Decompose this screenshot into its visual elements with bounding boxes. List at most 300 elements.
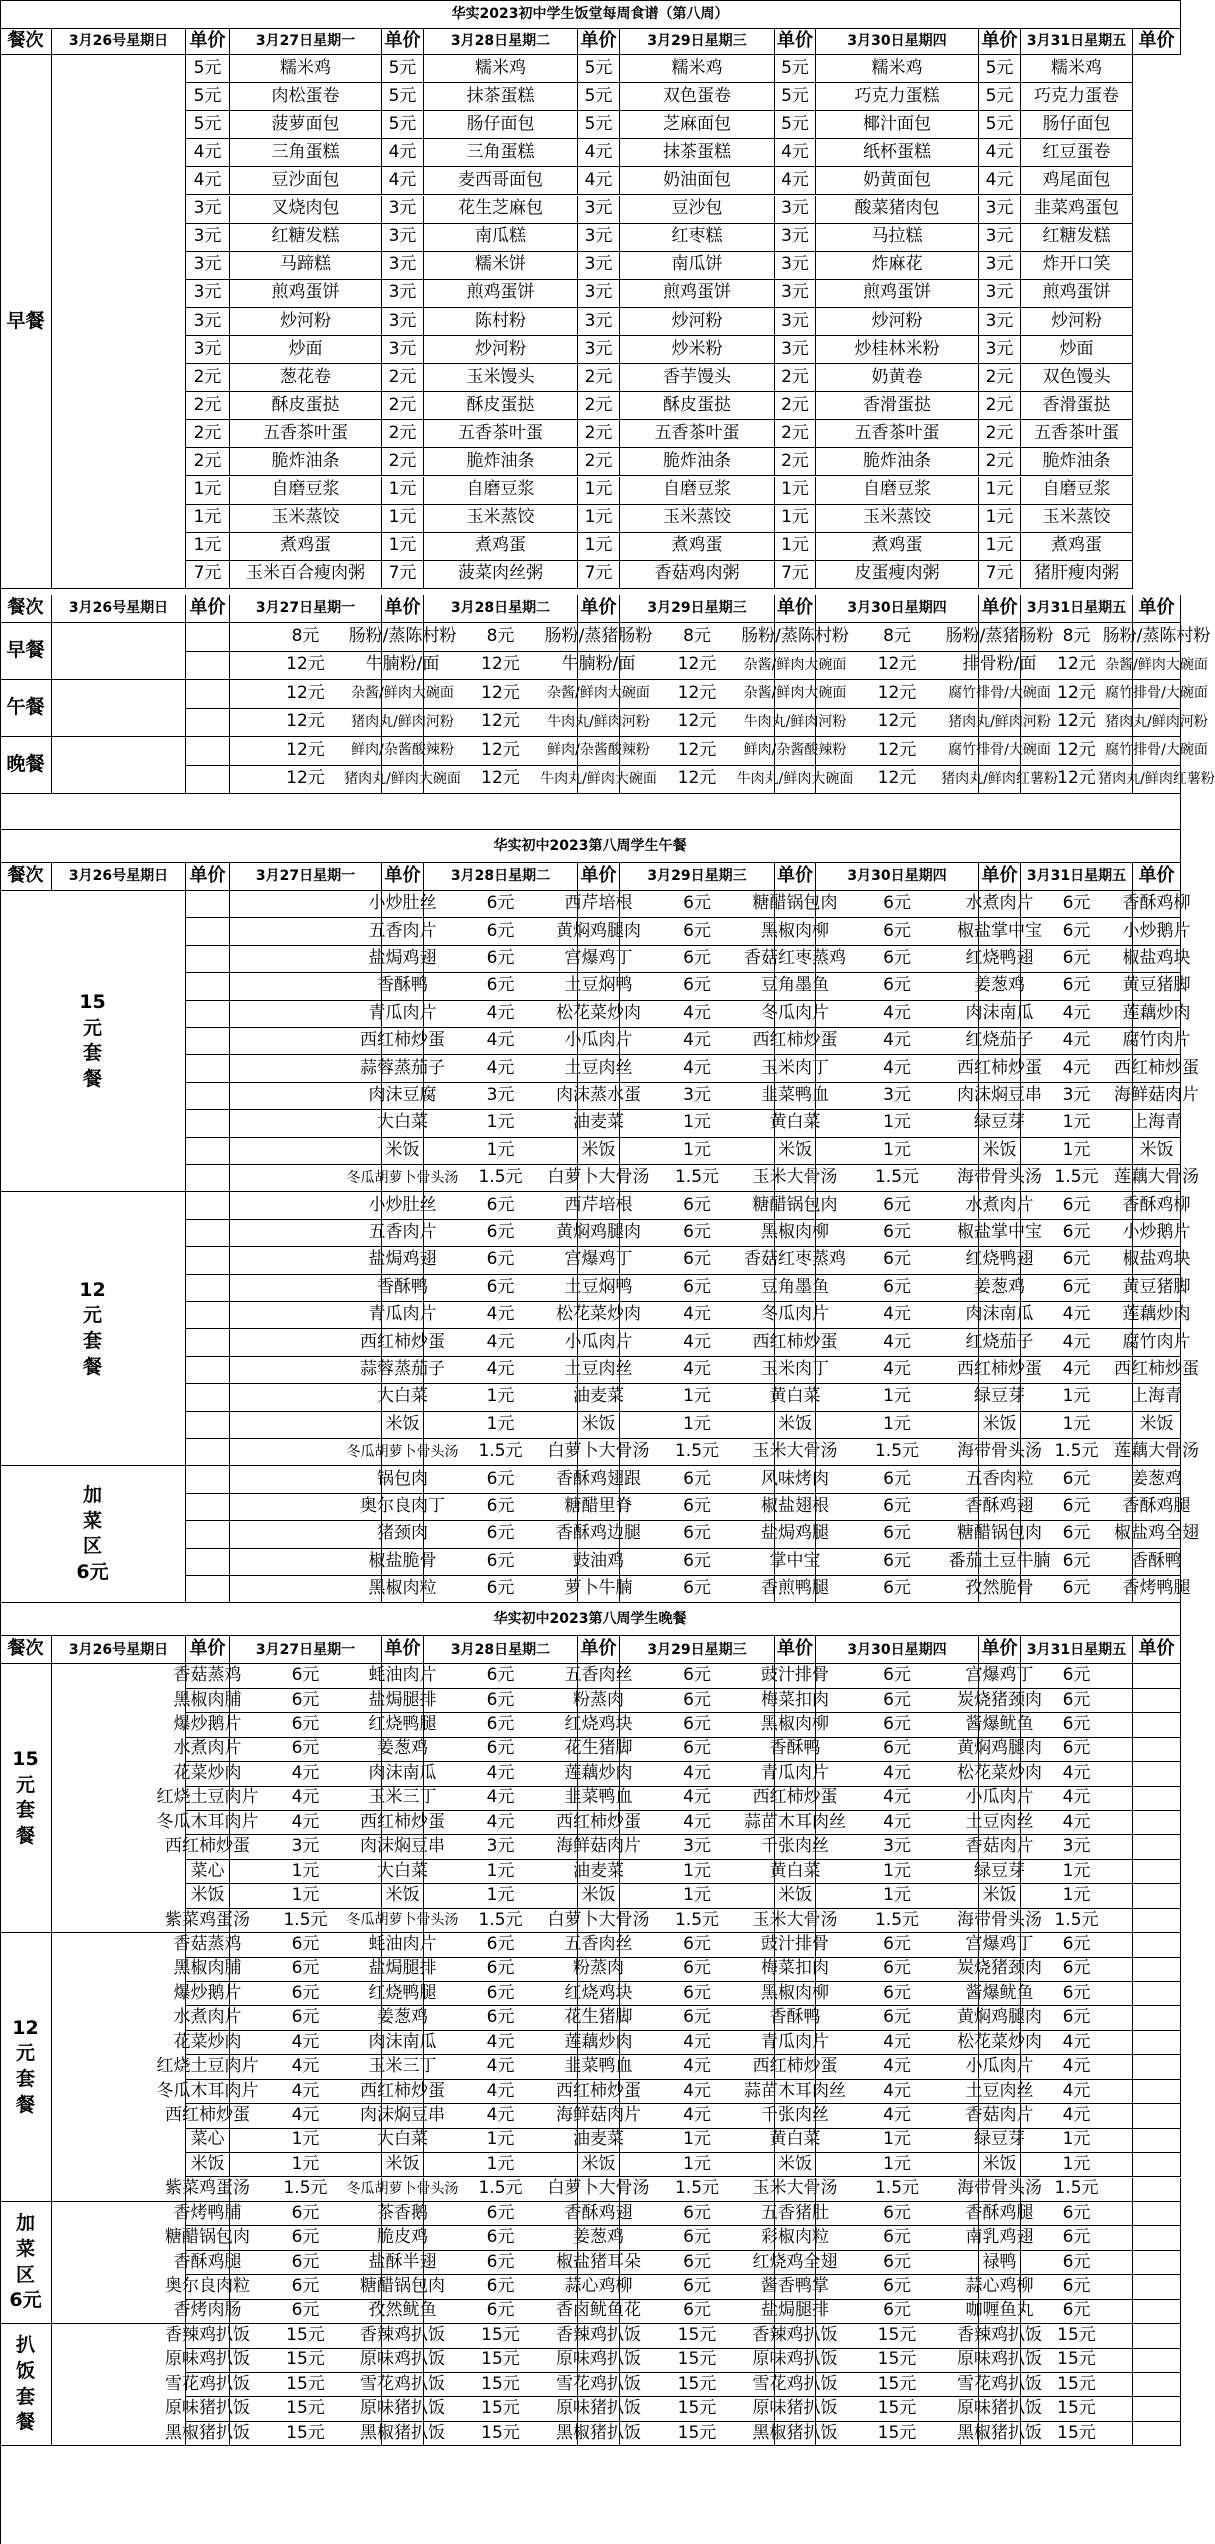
price-cell: 香辣鸡扒饭 — [979, 2324, 1021, 2348]
price-cell: 西红柿炒蛋 — [979, 1357, 1021, 1384]
dish-cell: 6元 — [620, 1549, 775, 1576]
dish-cell: 炒河粉 — [620, 308, 775, 336]
dish-cell — [230, 1247, 382, 1274]
price-cell — [186, 709, 230, 738]
dish-cell: 肉松蛋卷 — [230, 83, 382, 111]
price-cell: 米饭 — [775, 1138, 816, 1165]
price-cell: 西芹培根 — [578, 891, 620, 918]
dish-cell: 炒面 — [1021, 336, 1133, 364]
price-cell: 3元 — [979, 224, 1021, 252]
price-cell: 5元 — [979, 111, 1021, 139]
price-cell: 冬瓜胡萝卜骨头汤 — [382, 1439, 424, 1466]
dish-cell: 6元 — [424, 1494, 578, 1521]
dish-cell: 4元 — [424, 1028, 578, 1055]
price-cell: 2元 — [578, 420, 620, 448]
dish-cell: 4元 — [424, 1302, 578, 1329]
dish-cell: 6元 — [620, 1220, 775, 1247]
header-price: 单价 — [979, 863, 1021, 891]
price-cell: 米饭 — [578, 1412, 620, 1439]
price-cell: 黑椒肉柳 — [775, 1982, 816, 2006]
dish-cell: 6元 — [816, 946, 979, 973]
price-cell: 肠粉/蒸陈村粉 — [775, 623, 816, 652]
header-day-4: 3月30日星期四 — [816, 595, 979, 623]
price-cell: 肉沫蒸水蛋 — [578, 1083, 620, 1110]
dish-cell: 12元 — [1021, 652, 1133, 681]
dish-cell: 4元 — [620, 1329, 775, 1356]
price-cell: 黑椒肉柳 — [775, 1713, 816, 1737]
price-cell — [186, 623, 230, 652]
price-cell: 3元 — [382, 280, 424, 308]
dish-cell: 6元 — [230, 1982, 382, 2006]
dish-cell: 脆炸油条 — [1021, 448, 1133, 476]
dish-cell: 煎鸡蛋饼 — [1021, 280, 1133, 308]
price-cell: 韭菜鸭血 — [578, 1787, 620, 1811]
dish-cell — [230, 1083, 382, 1110]
dish-cell: 6元 — [816, 1664, 979, 1688]
price-cell: 海带骨头汤 — [979, 2178, 1021, 2202]
price-cell: 绿豆芽 — [979, 1384, 1021, 1411]
dish-cell: 4元 — [424, 1001, 578, 1028]
price-cell: 香烤鸭腿 — [1133, 1576, 1181, 1603]
price-cell — [186, 918, 230, 945]
price-cell: 腐竹排骨/大碗面 — [1133, 680, 1181, 709]
dish-cell — [230, 918, 382, 945]
price-cell: 土豆肉丝 — [578, 1055, 620, 1082]
price-cell: 蒜蓉蒸茄子 — [382, 1357, 424, 1384]
dish-cell: 巧克力蛋糕 — [816, 83, 979, 111]
dish-cell: 4元 — [424, 2104, 578, 2128]
dish-cell: 双色馒头 — [1021, 364, 1133, 392]
price-cell: 黑椒猪扒饭 — [578, 2422, 620, 2446]
price-cell: 4元 — [979, 167, 1021, 195]
dish-cell: 6元 — [816, 2300, 979, 2324]
dish-cell: 6元 — [1021, 1192, 1133, 1219]
price-cell: 西红柿炒蛋 — [382, 1811, 424, 1835]
price-cell: 肉沫南瓜 — [382, 1762, 424, 1786]
dish-cell: 6元 — [424, 1220, 578, 1247]
price-cell: 原味猪扒饭 — [979, 2397, 1021, 2421]
dish-cell — [230, 891, 382, 918]
dish-cell: 1元 — [816, 1884, 979, 1908]
price-cell: 西红柿炒蛋 — [775, 1787, 816, 1811]
dish-cell: 香芋馒头 — [620, 364, 775, 392]
dish-cell: 6元 — [1021, 1466, 1133, 1493]
price-cell: 花菜炒肉 — [186, 1762, 230, 1786]
header-price: 单价 — [979, 1636, 1021, 1664]
dish-cell: 8元 — [230, 623, 382, 652]
price-cell: 杂酱/鲜肉大碗面 — [775, 652, 816, 681]
header-day-3: 3月29日星期三 — [620, 863, 775, 891]
price-cell: 油麦菜 — [578, 1860, 620, 1884]
dish-cell: 6元 — [620, 2226, 775, 2250]
dish-cell: 炸开口笑 — [1021, 252, 1133, 280]
sunday-blank — [52, 623, 186, 680]
price-cell: 五香肉片 — [382, 918, 424, 945]
dish-cell: 4元 — [620, 1762, 775, 1786]
price-cell — [1133, 1958, 1181, 1982]
dish-cell: 1.5元 — [620, 1165, 775, 1192]
dish-cell: 1元 — [620, 1884, 775, 1908]
sunday-blank — [52, 55, 186, 589]
dish-cell: 12元 — [1021, 680, 1133, 709]
dish-cell: 马蹄糕 — [230, 252, 382, 280]
dish-cell: 6元 — [1021, 1275, 1133, 1302]
dish-cell: 玉米馒头 — [424, 364, 578, 392]
dish-cell: 马拉糕 — [816, 224, 979, 252]
dish-cell: 自磨豆浆 — [230, 477, 382, 505]
price-cell — [186, 1329, 230, 1356]
price-cell: 爆炒鹅片 — [186, 1713, 230, 1737]
price-cell: 7元 — [382, 561, 424, 589]
price-cell — [1133, 1811, 1181, 1835]
dish-cell: 芝麻面包 — [620, 111, 775, 139]
dish-cell: 鸡尾面包 — [1021, 167, 1133, 195]
price-cell: 肠粉/蒸陈村粉 — [1133, 623, 1181, 652]
price-cell: 姜葱鸡 — [578, 2226, 620, 2250]
header-day-0: 3月26号星期日 — [52, 1636, 186, 1664]
dish-cell: 6元 — [620, 1466, 775, 1493]
price-cell: 西红柿炒蛋 — [775, 2055, 816, 2079]
header-price: 单价 — [578, 863, 620, 891]
dish-cell: 4元 — [424, 2080, 578, 2104]
dish-cell: 6元 — [230, 1738, 382, 1762]
price-cell: 莲藕炒肉 — [1133, 1001, 1181, 1028]
dish-cell: 15元 — [1021, 2349, 1133, 2373]
price-cell: 粉蒸肉 — [578, 1689, 620, 1713]
dish-cell: 1元 — [424, 2153, 578, 2177]
price-cell — [1133, 2178, 1181, 2202]
price-cell: 椒盐猪耳朵 — [578, 2251, 620, 2275]
dish-cell: 1元 — [1021, 2129, 1133, 2153]
breakfast-label: 早餐 — [0, 55, 52, 589]
price-cell: 椒盐鸡块 — [1133, 946, 1181, 973]
price-cell: 红烧鸡全翅 — [775, 2251, 816, 2275]
dish-cell: 1.5元 — [424, 2178, 578, 2202]
dinner-title: 华实初中2023第八周学生晚餐 — [0, 1603, 1181, 1636]
dish-cell: 6元 — [1021, 1521, 1133, 1548]
dish-cell — [230, 1220, 382, 1247]
dish-cell: 15元 — [816, 2373, 979, 2397]
dish-cell: 6元 — [1021, 2300, 1133, 2324]
price-cell — [186, 1521, 230, 1548]
dish-cell: 酥皮蛋挞 — [620, 392, 775, 420]
dish-cell: 6元 — [230, 1933, 382, 1957]
sunday-blank — [52, 680, 186, 737]
price-cell: 土豆肉丝 — [578, 1357, 620, 1384]
dish-cell: 4元 — [1021, 1302, 1133, 1329]
dish-cell: 1元 — [816, 1110, 979, 1137]
header-price: 单价 — [775, 1636, 816, 1664]
dish-cell: 4元 — [230, 1811, 382, 1835]
price-cell: 肉沫豆腐 — [382, 1083, 424, 1110]
dish-cell: 叉烧肉包 — [230, 196, 382, 224]
dish-cell: 6元 — [424, 1275, 578, 1302]
price-cell: 红烧鸭翅 — [979, 946, 1021, 973]
dish-cell: 6元 — [620, 2006, 775, 2030]
dish-cell: 葱花卷 — [230, 364, 382, 392]
price-cell — [1133, 2324, 1181, 2348]
price-cell — [1133, 2397, 1181, 2421]
price-cell: 雪花鸡扒饭 — [775, 2373, 816, 2397]
price-cell: 猪肉丸/鲜肉大碗面 — [382, 766, 424, 795]
price-cell: 牛肉丸/鲜肉大碗面 — [578, 766, 620, 795]
price-cell: 爆炒鹅片 — [186, 1982, 230, 2006]
dish-cell: 煎鸡蛋饼 — [816, 280, 979, 308]
price-cell: 小炒鹅片 — [1133, 1220, 1181, 1247]
header-price: 单价 — [1133, 863, 1181, 891]
dish-cell: 6元 — [1021, 1220, 1133, 1247]
price-cell: 水煮肉片 — [186, 2006, 230, 2030]
dish-cell: 4元 — [424, 1329, 578, 1356]
price-cell: 黄白菜 — [775, 2129, 816, 2153]
dish-cell: 15元 — [1021, 2373, 1133, 2397]
dish-cell: 6元 — [620, 1713, 775, 1737]
dish-cell: 五香茶叶蛋 — [424, 420, 578, 448]
price-cell — [186, 1576, 230, 1603]
price-cell — [1133, 2226, 1181, 2250]
price-cell: 5元 — [979, 83, 1021, 111]
dish-cell: 1.5元 — [424, 1909, 578, 1933]
price-cell — [1133, 1664, 1181, 1688]
price-cell: 土豆焖鸭 — [578, 1275, 620, 1302]
dish-cell: 6元 — [1021, 2202, 1133, 2226]
price-cell: 莲藕炒肉 — [578, 1762, 620, 1786]
price-cell: 5元 — [382, 55, 424, 83]
dish-cell: 4元 — [620, 1055, 775, 1082]
price-cell: 2元 — [382, 448, 424, 476]
price-cell: 红烧土豆肉片 — [186, 1787, 230, 1811]
dish-cell: 6元 — [816, 1192, 979, 1219]
price-cell: 香菇肉片 — [979, 2104, 1021, 2128]
price-cell: 莲藕炒肉 — [578, 2031, 620, 2055]
dish-cell: 4元 — [1021, 1762, 1133, 1786]
price-cell: 蒜心鸡柳 — [979, 2275, 1021, 2299]
dish-cell: 1元 — [620, 1384, 775, 1411]
price-cell: 肉沫焖豆串 — [382, 2104, 424, 2128]
price-cell: 雪花鸡扒饭 — [186, 2373, 230, 2397]
price-cell: 糖醋锅包肉 — [382, 2275, 424, 2299]
price-cell: 5元 — [979, 55, 1021, 83]
header-price: 单价 — [382, 595, 424, 623]
dish-cell: 4元 — [816, 1329, 979, 1356]
price-cell: 香酥鸡腿 — [979, 2202, 1021, 2226]
dish-cell: 6元 — [424, 2275, 578, 2299]
price-cell: 绿豆芽 — [979, 2129, 1021, 2153]
price-cell — [186, 1110, 230, 1137]
dish-cell: 玉米蒸饺 — [620, 505, 775, 533]
dish-cell: 4元 — [620, 2031, 775, 2055]
price-cell: 原味鸡扒饭 — [382, 2349, 424, 2373]
price-cell: 上海青 — [1133, 1110, 1181, 1137]
dish-cell: 6元 — [816, 1576, 979, 1603]
price-cell: 猪肉丸/鲜肉河粉 — [1133, 709, 1181, 738]
dish-cell: 4元 — [620, 1302, 775, 1329]
header-meal: 餐次 — [0, 595, 52, 623]
dish-cell: 3元 — [620, 1083, 775, 1110]
price-cell: 冬瓜胡萝卜骨头汤 — [382, 1909, 424, 1933]
price-cell: 米饭 — [775, 2153, 816, 2177]
dish-cell: 五香茶叶蛋 — [620, 420, 775, 448]
dish-cell: 12元 — [620, 766, 775, 795]
price-cell: 红烧土豆肉片 — [186, 2055, 230, 2079]
dish-cell: 15元 — [1021, 2422, 1133, 2446]
price-cell: 黑椒肉柳 — [775, 918, 816, 945]
price-cell: 3元 — [775, 308, 816, 336]
dish-cell — [230, 1110, 382, 1137]
header-price: 单价 — [1133, 29, 1181, 55]
dish-cell: 4元 — [1021, 1028, 1133, 1055]
price-cell: 5元 — [186, 111, 230, 139]
price-cell: 牛腩粉/面 — [578, 652, 620, 681]
price-cell — [186, 1220, 230, 1247]
dish-cell: 1元 — [1021, 1884, 1133, 1908]
price-cell: 5元 — [186, 83, 230, 111]
price-cell: 韭菜鸭血 — [578, 2055, 620, 2079]
price-cell: 原味鸡扒饭 — [578, 2349, 620, 2373]
price-cell: 油麦菜 — [578, 1384, 620, 1411]
price-cell: 盐酥半翅 — [382, 2251, 424, 2275]
price-cell: 5元 — [578, 83, 620, 111]
dish-cell: 4元 — [1021, 1811, 1133, 1835]
price-cell: 豆角墨鱼 — [775, 973, 816, 1000]
price-cell: 豉汁排骨 — [775, 1664, 816, 1688]
dish-cell: 4元 — [1021, 1001, 1133, 1028]
dish-cell: 脆炸油条 — [620, 448, 775, 476]
price-cell: 米饭 — [979, 1138, 1021, 1165]
dish-cell: 煎鸡蛋饼 — [230, 280, 382, 308]
dish-cell: 脆炸油条 — [424, 448, 578, 476]
price-cell: 盐焗鸡翅 — [382, 1247, 424, 1274]
price-cell — [1133, 1835, 1181, 1859]
price-cell: 绿豆芽 — [979, 1110, 1021, 1137]
dish-cell: 6元 — [620, 2251, 775, 2275]
dish-cell: 4元 — [230, 1762, 382, 1786]
price-cell — [186, 946, 230, 973]
dish-cell: 6元 — [1021, 2275, 1133, 2299]
dish-cell: 12元 — [1021, 766, 1133, 795]
dish-cell: 6元 — [816, 1494, 979, 1521]
dish-cell: 煎鸡蛋饼 — [424, 280, 578, 308]
price-cell: 香酥鸭 — [382, 973, 424, 1000]
section-label: 晚餐 — [0, 737, 52, 794]
price-cell: 千张肉丝 — [775, 2104, 816, 2128]
price-cell: 玉米三丁 — [382, 2055, 424, 2079]
dish-cell: 6元 — [816, 891, 979, 918]
dish-cell: 4元 — [424, 2031, 578, 2055]
dish-cell: 6元 — [424, 2251, 578, 2275]
price-cell: 红烧鸡块 — [578, 1713, 620, 1737]
price-cell: 黑椒肉脯 — [186, 1958, 230, 1982]
dish-cell: 奶黄卷 — [816, 364, 979, 392]
dish-cell — [230, 1302, 382, 1329]
price-cell: 酱爆鱿鱼 — [979, 1713, 1021, 1737]
dish-cell: 1元 — [230, 1860, 382, 1884]
dish-cell: 炒面 — [230, 336, 382, 364]
dish-cell: 15元 — [620, 2422, 775, 2446]
price-cell: 莲藕炒肉 — [1133, 1302, 1181, 1329]
price-cell: 4元 — [578, 167, 620, 195]
price-cell: 1元 — [979, 533, 1021, 561]
dish-cell: 15元 — [620, 2349, 775, 2373]
dish-cell: 1.5元 — [620, 1909, 775, 1933]
dish-cell: 1.5元 — [1021, 1165, 1133, 1192]
dish-cell: 1元 — [816, 2129, 979, 2153]
dish-cell — [230, 1192, 382, 1219]
price-cell: 茶香鹅 — [382, 2202, 424, 2226]
dish-cell: 1.5元 — [620, 1439, 775, 1466]
dish-cell: 6元 — [230, 1689, 382, 1713]
sunday-blank — [52, 737, 186, 794]
price-cell: 香酥鸡腿 — [1133, 1494, 1181, 1521]
price-cell: 西红柿炒蛋 — [382, 1329, 424, 1356]
price-cell: 小瓜肉片 — [979, 2055, 1021, 2079]
price-cell: 5元 — [775, 83, 816, 111]
price-cell: 油麦菜 — [578, 2129, 620, 2153]
price-cell: 千张肉丝 — [775, 1835, 816, 1859]
dish-cell: 12元 — [424, 680, 578, 709]
price-cell: 花生猪脚 — [578, 1738, 620, 1762]
price-cell: 5元 — [775, 55, 816, 83]
price-cell: 1元 — [775, 533, 816, 561]
price-cell: 菜心 — [186, 2129, 230, 2153]
price-cell: 3元 — [979, 252, 1021, 280]
dish-cell: 12元 — [1021, 709, 1133, 738]
price-cell: 1元 — [578, 505, 620, 533]
dish-cell: 1元 — [424, 2129, 578, 2153]
dish-cell: 6元 — [1021, 1494, 1133, 1521]
header-day-3: 3月29日星期三 — [620, 29, 775, 55]
dish-cell: 12元 — [620, 737, 775, 766]
dish-cell: 15元 — [620, 2324, 775, 2348]
dish-cell: 6元 — [230, 2251, 382, 2275]
price-cell: 盐焗鸡腿 — [775, 1521, 816, 1548]
dish-cell: 6元 — [1021, 2006, 1133, 2030]
dish-cell: 6元 — [620, 1521, 775, 1548]
header-day-0: 3月26号星期日 — [52, 863, 186, 891]
price-cell: 3元 — [775, 252, 816, 280]
price-cell: 香菇红枣蒸鸡 — [775, 946, 816, 973]
dish-cell: 12元 — [620, 680, 775, 709]
price-cell: 水煮肉片 — [186, 1738, 230, 1762]
dish-cell: 自磨豆浆 — [816, 477, 979, 505]
dish-cell: 6元 — [230, 2300, 382, 2324]
price-cell: 5元 — [382, 111, 424, 139]
price-cell: 青瓜肉片 — [382, 1302, 424, 1329]
dish-cell: 4元 — [816, 2055, 979, 2079]
dish-cell: 4元 — [424, 1357, 578, 1384]
price-cell: 原味猪扒饭 — [775, 2397, 816, 2421]
price-cell: 肉沫焖豆串 — [979, 1083, 1021, 1110]
price-cell: 冬瓜胡萝卜骨头汤 — [382, 2178, 424, 2202]
price-cell: 黑椒肉柳 — [775, 1220, 816, 1247]
price-cell — [1133, 1787, 1181, 1811]
header-price: 单价 — [186, 1636, 230, 1664]
price-cell: 3元 — [775, 336, 816, 364]
price-cell — [186, 1138, 230, 1165]
dish-cell: 6元 — [620, 1689, 775, 1713]
dish-cell: 玉米蒸饺 — [424, 505, 578, 533]
breakfast-title: 华实2023初中学生饭堂每周食谱（第八周） — [0, 0, 1181, 29]
dish-cell: 6元 — [1021, 946, 1133, 973]
price-cell — [1133, 2202, 1181, 2226]
price-cell: 椒盐鸡块 — [1133, 1247, 1181, 1274]
dish-cell: 12元 — [816, 652, 979, 681]
price-cell: 1元 — [979, 505, 1021, 533]
dish-cell: 自磨豆浆 — [1021, 477, 1133, 505]
dish-cell: 15元 — [230, 2397, 382, 2421]
price-cell: 3元 — [382, 224, 424, 252]
price-cell: 糖醋锅包肉 — [979, 1521, 1021, 1548]
